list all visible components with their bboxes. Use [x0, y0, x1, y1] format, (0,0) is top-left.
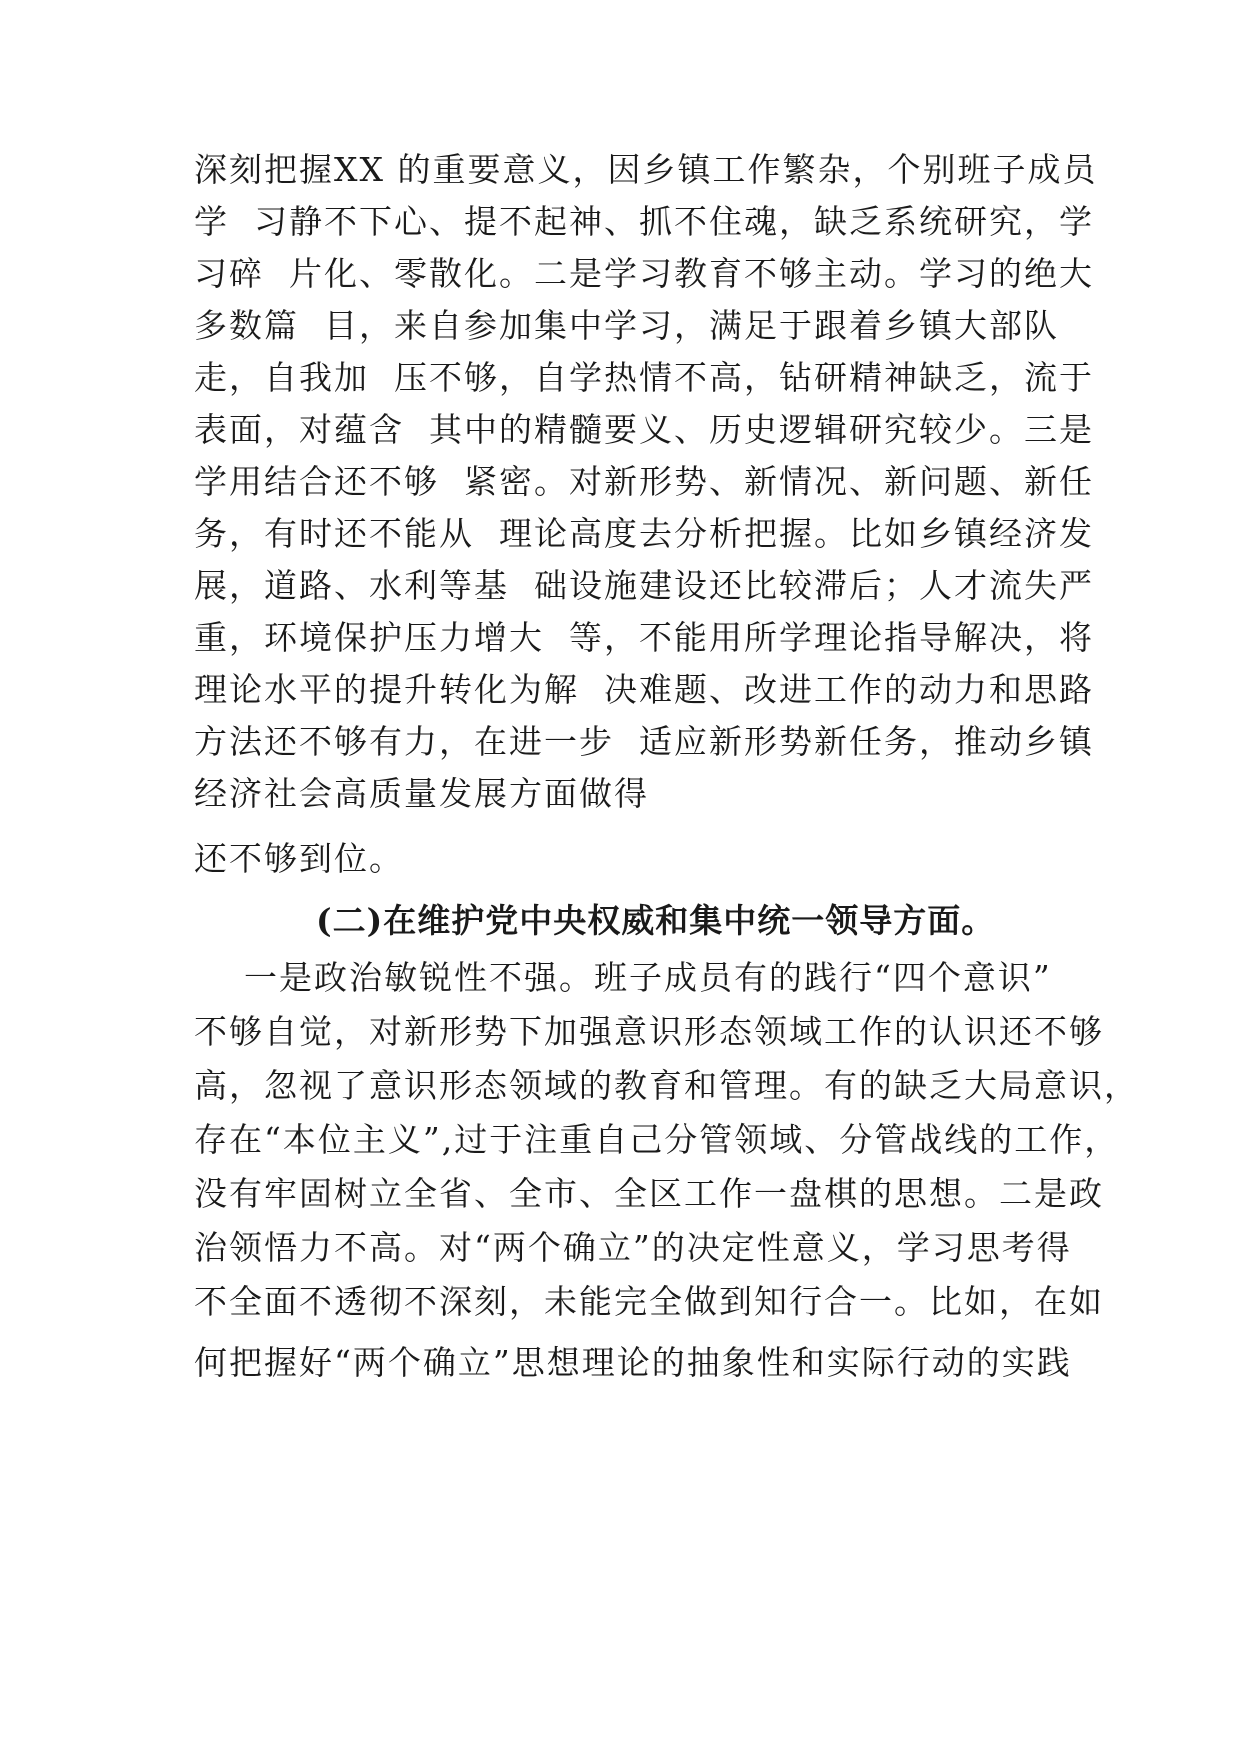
- paragraph-line: 走，自我加 压不够，自学热情不高，钻研精神缺乏，流于: [194, 358, 1094, 397]
- paragraph-line: 高，忽视了意识形态领域的教育和管理。有的缺乏大局意识，: [194, 1066, 1139, 1105]
- paragraph-line: 方法还不够有力，在进一步 适应新形势新任务，推动乡镇: [194, 722, 1094, 761]
- paragraph-line: 存在“本位主义”,过于注重自己分管领域、分管战线的工作，: [194, 1120, 1120, 1159]
- paragraph-line: 学用结合还不够 紧密。对新形势、新情况、新问题、新任: [194, 462, 1094, 501]
- paragraph-line: 习碎 片化、零散化。二是学习教育不够主动。学习的绝大: [194, 254, 1094, 293]
- paragraph-line: 理论水平的提升转化为解 决难题、改进工作的动力和思路: [194, 670, 1094, 709]
- paragraph-line: 还不够到位。: [194, 839, 404, 878]
- paragraph-line: 表面，对蕴含 其中的精髓要义、历史逻辑研究较少。三是: [194, 410, 1094, 449]
- paragraph-line: 深刻把握XX 的重要意义，因乡镇工作繁杂，个别班子成员: [194, 150, 1098, 189]
- paragraph-line: 多数篇 目，来自参加集中学习，满足于跟着乡镇大部队: [194, 306, 1059, 345]
- paragraph-line: 治领悟力不高。对“两个确立”的决定性意义，学习思考得: [194, 1228, 1072, 1267]
- paragraph-line: 务，有时还不能从 理论高度去分析把握。比如乡镇经济发: [194, 514, 1094, 553]
- paragraph-line: 重，环境保护压力增大 等，不能用所学理论指导解决，将: [194, 618, 1094, 657]
- paragraph-line: 展，道路、水利等基 础设施建设还比较滞后；人才流失严: [194, 566, 1094, 605]
- paragraph-line: 一是政治敏锐性不强。班子成员有的践行“四个意识”: [194, 958, 1052, 997]
- paragraph-line: 不全面不透彻不深刻，未能完全做到知行合一。比如，在如: [194, 1282, 1104, 1321]
- paragraph-line: 不够自觉，对新形势下加强意识形态领域工作的认识还不够: [194, 1012, 1104, 1051]
- paragraph-line: 学 习静不下心、提不起神、抓不住魂，缺乏系统研究，学: [194, 202, 1094, 241]
- section-heading: (二)在维护党中央权威和集中统一领导方面。: [316, 901, 996, 940]
- paragraph-line: 经济社会高质量发展方面做得: [194, 774, 649, 813]
- paragraph-line: 何把握好“两个确立”思想理论的抽象性和实际行动的实践: [194, 1343, 1072, 1382]
- paragraph-line: 没有牢固树立全省、全市、全区工作一盘棋的思想。二是政: [194, 1174, 1104, 1213]
